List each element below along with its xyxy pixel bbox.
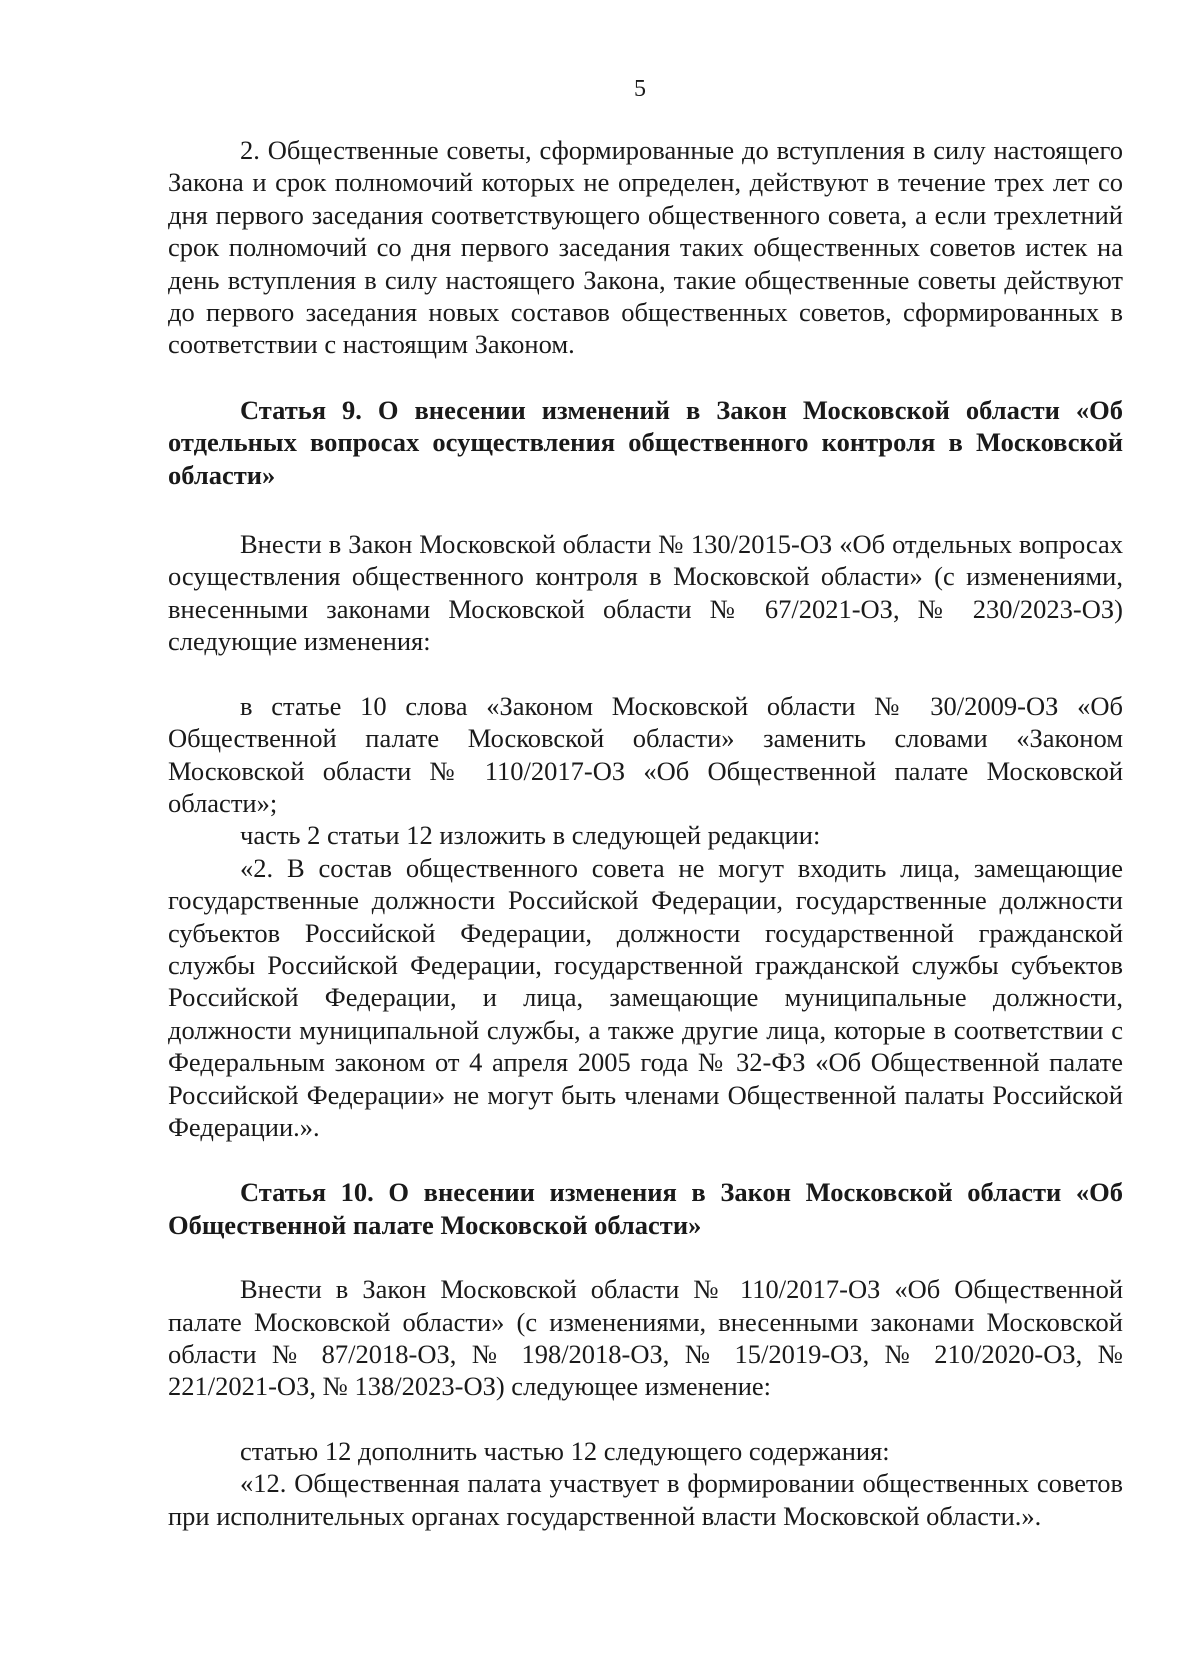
article-10-heading: Статья 10. О внесении изменения в Закон Московской области «Об Общественной палате Московской области» [168, 1177, 1123, 1240]
article-9-item-1: в статье 10 слова «Законом Московской области № 30/2009-ОЗ «Об Общественной палате Московской области» заменить словами «Законом Московской области № 110/2017-ОЗ «Об Общественной палате Московской области»; [168, 690, 1123, 818]
article-9-intro: Внести в Закон Московской области № 130/2015-ОЗ «Об отдельных вопросах осуществления общественного контроля в Московской области» (с изменениями, внесенными законами Московской области № 67/2021-ОЗ, № 230/2023-ОЗ) следующие изменения: [168, 529, 1123, 657]
article-10-intro: Внести в Закон Московской области № 110/2017-ОЗ «Об Общественной палате Московской области» (с изменениями, внесенными законами Московской области № 87/2018-ОЗ, № 198/2018-ОЗ, № 15/2019-ОЗ, № 210/2020-ОЗ, № 221/2021-ОЗ, № 138/2023-ОЗ) следующее изменение: [168, 1274, 1123, 1402]
paragraph-transitional-provision: 2. Общественные советы, сформированные до вступления в силу настоящего Закона и срок полномочий которых не определен, действуют в течение трех лет со дня первого заседания соответствующего общественного совета, а если трехлетний срок полномочий со дня первого заседания таких общественных советов истек на день вступления в силу настоящего Закона, такие общественные советы действуют до первого заседания новых составов общественных советов, сформированных в соответствии с настоящим Законом. [168, 135, 1123, 360]
article-9-heading: Статья 9. О внесении изменений в Закон Московской области «Об отдельных вопросах осуществления общественного контроля в Московской области» [168, 394, 1123, 490]
page-number: 5 [634, 76, 646, 102]
article-9-quote: «2. В состав общественного совета не могут входить лица, замещающие государственные должности Российской Федерации, государственные должности субъектов Российской Федерации, должности государственной гражданской службы Российской Федерации, государственной гражданской службы субъектов Российской Федерации, и лица, замещающие муниципальные должности, должности муниципальной службы, а также другие лица, которые в соответствии с Федеральным законом от 4 апреля 2005 года № 32-ФЗ «Об Общественной палате Российской Федерации» не могут быть членами Общественной палаты Российской Федерации.». [168, 852, 1123, 1142]
article-9-item-2: часть 2 статьи 12 изложить в следующей редакции: [240, 820, 821, 851]
document-body [168, 134, 1123, 1532]
article-10-item-1: статью 12 дополнить частью 12 следующего содержания: [240, 1435, 890, 1466]
article-10-quote: «12. Общественная палата участвует в формировании общественных советов при исполнительных органах государственной власти Московской области.». [168, 1468, 1123, 1531]
